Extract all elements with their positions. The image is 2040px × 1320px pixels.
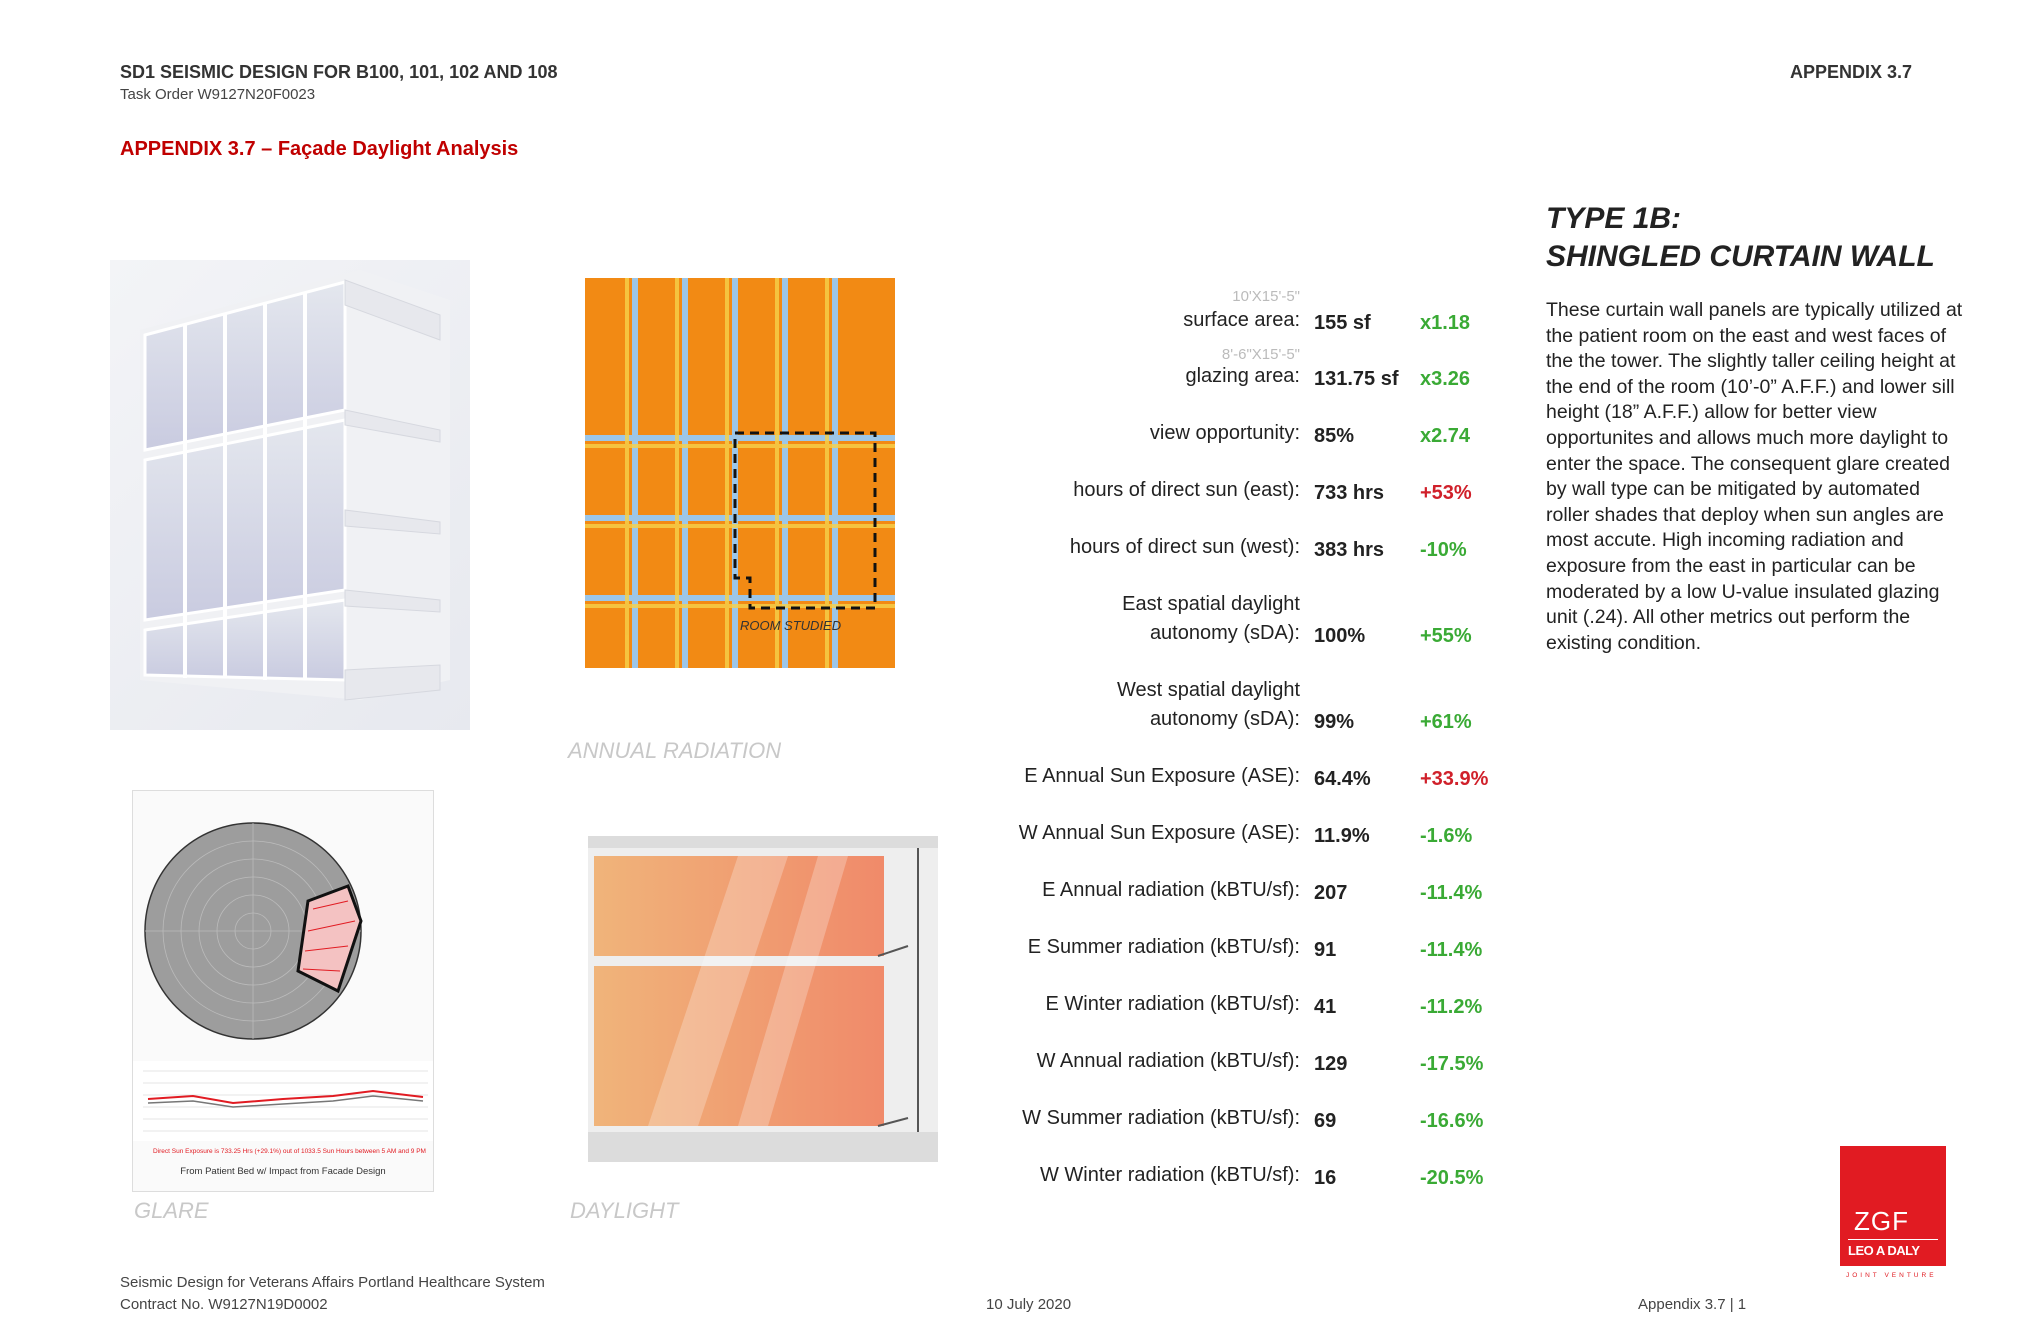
metric-delta: +55% [1420, 625, 1472, 647]
metric-value: 207 [1314, 882, 1348, 904]
surface-dimension-note: 10'X15'-5" [1232, 288, 1300, 305]
caption-glare: GLARE [134, 1198, 209, 1223]
metric-value: 129 [1314, 1053, 1348, 1075]
zgf-leo-a-daly-logo [1840, 1146, 1946, 1266]
glare-exposure-note: Direct Sun Exposure is 733.25 Hrs (+29.1%) out of 1033.5 Sun Hours between 5 AM and 9 PM [153, 1148, 426, 1155]
metric-label: glazing area: [1185, 365, 1300, 387]
metric-label: E Annual radiation (kBTU/sf): [1042, 879, 1300, 901]
glare-sun-path-chart [132, 790, 434, 1192]
glazing-dimension-note: 8'-6"X15'-5" [1221, 346, 1300, 363]
type-title [1546, 200, 1935, 276]
caption-daylight: DAYLIGHT [570, 1198, 679, 1223]
metric-delta: x2.74 [1420, 425, 1471, 447]
metric-label: autonomy (sDA): [1149, 622, 1300, 644]
metric-delta: +53% [1420, 482, 1472, 504]
metric-value: 99% [1314, 711, 1355, 733]
caption-annual-radiation: ANNUAL RADIATION [568, 738, 782, 763]
metric-delta: -1.6% [1420, 825, 1473, 847]
metric-delta: x1.18 [1420, 312, 1471, 334]
metric-value: 41 [1314, 996, 1337, 1018]
metric-label: hours of direct sun (east): [1073, 479, 1300, 501]
metric-value: 64.4% [1314, 768, 1371, 790]
footer-project: Seismic Design for Veterans Affairs Portland Healthcare System [120, 1274, 545, 1291]
metric-delta: x3.26 [1420, 368, 1471, 390]
metric-value: 131.75 sf [1314, 368, 1399, 390]
metric-delta: -11.2% [1420, 996, 1483, 1018]
metric-label: E Winter radiation (kBTU/sf): [1045, 993, 1300, 1015]
metric-delta: -10% [1420, 539, 1467, 561]
annual-radiation-map [585, 278, 895, 668]
metric-value: 85% [1314, 425, 1355, 447]
metric-value: 733 hrs [1314, 482, 1385, 504]
room-studied-label: ROOM STUDIED [740, 618, 842, 633]
metric-delta: -17.5% [1420, 1053, 1484, 1075]
metric-label: W Annual Sun Exposure (ASE): [1018, 822, 1300, 844]
metric-delta: -20.5% [1420, 1167, 1484, 1189]
metric-label: W Winter radiation (kBTU/sf): [1039, 1164, 1300, 1186]
metric-delta: +33.9% [1420, 768, 1489, 790]
metric-delta: -16.6% [1420, 1110, 1484, 1132]
metric-label: autonomy (sDA): [1149, 708, 1300, 730]
logo-leo-text: LEO A DALY [1848, 1243, 1920, 1258]
metric-label: W Summer radiation (kBTU/sf): [1022, 1107, 1300, 1129]
task-order: Task Order W9127N20F0023 [120, 86, 316, 103]
footer-page-number: Appendix 3.7 | 1 [1638, 1296, 1747, 1313]
section-title: APPENDIX 3.7 – Façade Daylight Analysis [120, 138, 519, 160]
metric-value: 100% [1314, 625, 1366, 647]
logo-joint-venture: JOINT VENTURE [1846, 1272, 1937, 1279]
metric-label: surface area: [1183, 309, 1300, 331]
type-description: These curtain wall panels are typically utilized at the patient room on the east and west faces of the the tower. The slightly taller ceiling height at the end of the room (10’-0” A.F.F.) and lower sill height (18” A.F.F.) allow for better view opportunites and allows much more daylight to enter the space. The consequent glare created by wall type can be mitigated by automated roller shades that deploy when sun angles are most accute. High incoming radiation and exposure from the east in particular can be moderated by a low U-value insulated glazing unit (.24). All other metrics out perform the existing condition. [1546, 299, 1963, 654]
glare-caption: From Patient Bed w/ Impact from Facade Design [180, 1166, 386, 1177]
metric-label-line1: West spatial daylight [1116, 679, 1300, 701]
metric-value: 16 [1314, 1167, 1337, 1189]
footer-contract: Contract No. W9127N19D0002 [120, 1296, 328, 1313]
type-title-line2: SHINGLED CURTAIN WALL [1546, 240, 1935, 273]
metric-value: 383 hrs [1314, 539, 1385, 561]
metric-value: 11.9% [1314, 825, 1370, 847]
appendix-label: APPENDIX 3.7 [1789, 62, 1912, 82]
footer-date: 10 July 2020 [986, 1296, 1072, 1313]
metric-delta: +61% [1420, 711, 1472, 733]
daylight-rendering [588, 836, 938, 1162]
metric-value: 69 [1314, 1110, 1337, 1132]
metric-value: 155 sf [1314, 312, 1371, 334]
metric-label: hours of direct sun (west): [1069, 536, 1300, 558]
metric-label: view opportunity: [1149, 422, 1300, 444]
building-facade-image [110, 260, 470, 730]
metric-label: E Annual Sun Exposure (ASE): [1024, 765, 1300, 787]
document-title: SD1 SEISMIC DESIGN FOR B100, 101, 102 AND 108 [120, 62, 558, 82]
metric-label: W Annual radiation (kBTU/sf): [1036, 1050, 1300, 1072]
metric-label: E Summer radiation (kBTU/sf): [1027, 936, 1300, 958]
metric-delta: -11.4% [1420, 939, 1483, 961]
logo-zgf-text: ZGF [1854, 1206, 1909, 1236]
type-title-line1: TYPE 1B: [1546, 202, 1682, 235]
metric-delta: -11.4% [1420, 882, 1483, 904]
metric-value: 91 [1314, 939, 1337, 961]
metric-label-line1: East spatial daylight [1122, 593, 1300, 615]
